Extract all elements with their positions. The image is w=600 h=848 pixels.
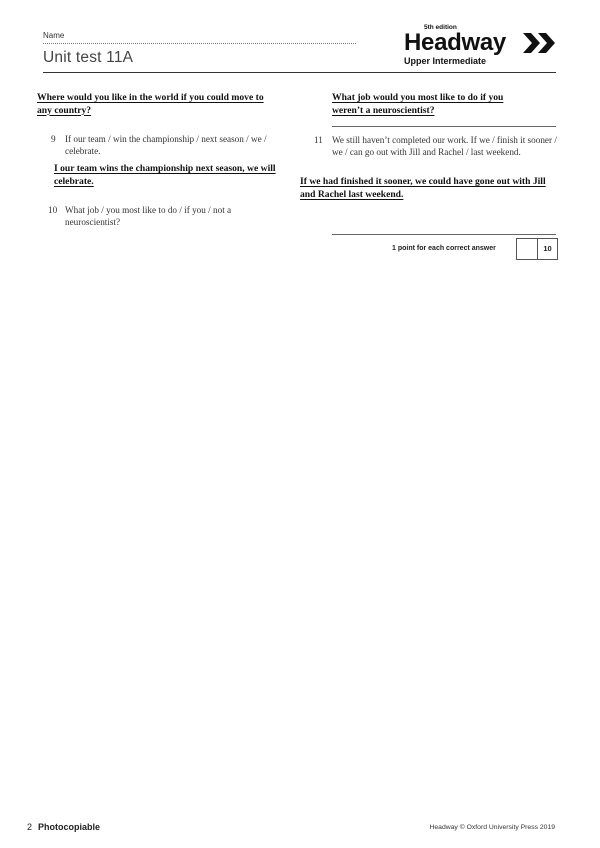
answer-11: If we had finished it sooner, we could have gone out with Jill and Rachel last weekend. [300,176,546,200]
answer-8: Where would you like in the world if you could move to any country? [37,92,264,116]
brand-name: Headway [404,29,506,56]
question-9-text: If our team / win the championship / next season / we / celebrate. [65,134,267,156]
photocopiable-label: Photocopiable [38,822,101,832]
double-chevron-icon [523,33,557,53]
level-label: Upper Intermediate [404,56,487,66]
question-number-9: 9 [51,134,56,144]
answer-10: What job would you most like to do if you weren’t a neuroscientist? [332,92,504,116]
footer-left [27,822,100,832]
answer-9: I our team wins the championship next season, we will celebrate. [54,163,276,187]
unit-title: Unit test 11A [43,49,134,66]
score-total-box [537,238,558,260]
name-line[interactable] [43,43,356,44]
name-label: Name [43,31,65,40]
header-rule [43,72,556,73]
page-number: 2 [27,822,33,832]
edition-label: 5th edition [424,24,457,31]
copyright-text: Headway © Oxford University Press 2019 [429,824,555,831]
score-input-box[interactable] [516,238,538,260]
score-rule [332,234,556,235]
question-10-text: What job / you most like to do / if you / not a neuroscientist? [65,205,232,227]
question-number-11: 11 [314,135,323,145]
headway-logo [404,24,559,70]
answer-line [332,126,556,127]
question-11-text: We still haven’t completed our work. If we / finish it sooner / we / can go out with Jill and Rachel / last weekend. [332,135,557,157]
score-label: 1 point for each correct answer [392,245,496,252]
question-number-10: 10 [48,205,58,215]
score-total: 10 [543,244,552,253]
